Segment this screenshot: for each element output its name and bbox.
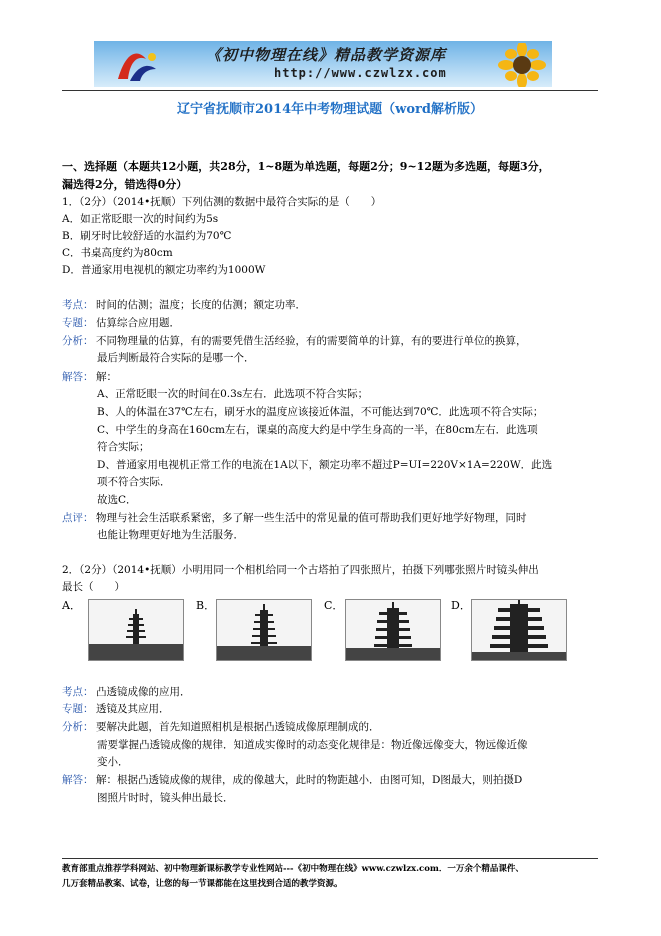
q1-zhuanti-text: 估算综合应用题． (96, 317, 180, 329)
q2-zhuanti (62, 701, 170, 717)
section-heading-line-1: 一、选择题（本题共12小题，共28分，1~8题为单选题，每题2分；9~12题为多选题，每题3分， (62, 160, 550, 173)
site-logo (112, 45, 162, 85)
banner-title: 《初中物理在线》精品教学资源库 (206, 46, 447, 64)
header-divider (62, 90, 598, 91)
q1-fenxi (62, 333, 527, 349)
q1-option-c: C．书桌高度约为80cm (62, 247, 173, 259)
q2-jieda-label: 解答： (62, 774, 94, 786)
q1-option-a: A．如正常眨眼一次的时间约为5s (62, 213, 219, 225)
q2-fenxi-line-3: 变小． (97, 756, 129, 768)
q2-zhuanti-text: 透镜及其应用． (96, 703, 170, 715)
q2-stem-line-2: 最长（ ） (62, 581, 125, 593)
q1-stem: 1．（2分）（2014•抚顺）下列估测的数据中最符合实际的是（ ） (62, 196, 382, 208)
footer-divider (62, 858, 598, 859)
q1-fenxi-line-1: 不同物理量的估算，有的需要凭借生活经验，有的需要简单的计算，有的要进行单位的换算， (96, 335, 527, 347)
q2-option-a-pagoda-photo (88, 599, 184, 661)
q1-kaodian (62, 297, 306, 313)
q1-zhuanti-label: 专题： (62, 317, 94, 329)
q1-jieda-a: A、正常眨眼一次的时间在0.3s左右．此选项不符合实际； (97, 388, 369, 400)
q2-zhuanti-label: 专题： (62, 703, 94, 715)
q2-option-c-label: C． (324, 599, 344, 612)
q1-zhuanti (62, 315, 180, 331)
q2-fenxi-line-1: 要解决此题，首先知道照相机是根据凸透镜成像原理制成的． (96, 721, 380, 733)
q2-kaodian-label: 考点： (62, 686, 94, 698)
q2-option-b-pagoda-photo (216, 599, 312, 661)
header-banner (94, 41, 552, 87)
q1-dianping-line-2: 也能让物理更好地为生活服务． (97, 529, 244, 541)
q2-option-d-pagoda-photo (471, 599, 567, 661)
q1-dianping-label: 点评： (62, 512, 94, 524)
q1-dianping (62, 510, 527, 526)
q2-jieda-line-2: 图照片时时，镜头伸出最长． (97, 792, 234, 804)
q1-jieda-d-cont: 项不符合实际． (97, 476, 171, 488)
q1-fenxi-label: 分析： (62, 335, 94, 347)
q2-jieda (62, 772, 522, 788)
q2-option-a-label: A． (62, 599, 81, 612)
sunflower-image (492, 43, 548, 87)
q1-jieda-intro: 解： (96, 371, 117, 383)
footer-line-1: 教育部重点推荐学科网站、初中物理新课标教学专业性网站---《初中物理在线》www.czwlzx.com．一万余个精品课件、 (62, 864, 524, 874)
footer-line-2: 几万套精品教案、试卷，让您的每一节课都能在这里找到合适的教学资源。 (62, 879, 343, 889)
q2-kaodian-text: 凸透镜成像的应用． (96, 686, 191, 698)
q2-fenxi-line-2: 需要掌握凸透镜成像的规律．知道成实像时的动态变化规律是：物近像远像变大，物远像近像 (97, 739, 528, 751)
q1-jieda-b: B、人的体温在37℃左右，刷牙水的温度应该接近体温，不可能达到70℃．此选项不符合实际； (97, 406, 544, 418)
q1-kaodian-text: 时间的估测；温度；长度的估测；额定功率． (96, 299, 306, 311)
q2-fenxi (62, 719, 380, 735)
q1-dianping-line-1: 物理与社会生活联系紧密，多了解一些生活中的常见量的值可帮助我们更好地学好物理，同时 (96, 512, 527, 524)
q1-answer: 故选C． (97, 494, 137, 506)
q2-fenxi-label: 分析： (62, 721, 94, 733)
q1-kaodian-label: 考点： (62, 299, 94, 311)
banner-url[interactable]: http://www.czwlzx.com (274, 66, 447, 80)
q1-fenxi-line-2: 最后判断最符合实际的是哪一个． (97, 352, 255, 364)
document-title: 辽宁省抚顺市2014年中考物理试题（word解析版） (177, 102, 483, 117)
q2-option-d-label: D． (451, 599, 471, 612)
q2-option-c-pagoda-photo (345, 599, 441, 661)
q2-kaodian (62, 684, 191, 700)
q2-option-b-label: B． (196, 599, 216, 612)
q2-jieda-line-1: 解：根据凸透镜成像的规律，成的像越大，此时的物距越小．由图可知，D图最大，则拍摄D (96, 774, 523, 786)
q1-option-d: D．普通家用电视机的额定功率约为1000W (62, 264, 266, 276)
section-heading (62, 158, 582, 194)
q1-jieda-label: 解答： (62, 371, 94, 383)
q2-stem-line-1: 2．（2分）（2014•抚顺）小明用同一个相机给同一个古塔拍了四张照片，拍摄下列哪张照片时镜头伸出 (62, 564, 539, 576)
q1-jieda-c-cont: 符合实际； (97, 441, 150, 453)
q1-jieda (62, 369, 117, 385)
q1-jieda-d: D、普通家用电视机正常工作的电流在1A以下，额定功率不超过P=UI=220V×1A=220W．此选 (97, 459, 553, 471)
section-heading-line-2: 漏选得2分，错选得0分） (62, 178, 188, 191)
q1-jieda-c: C、中学生的身高在160cm左右，课桌的高度大约是中学生身高的一半，在80cm左右．此选项 (97, 424, 538, 436)
q1-option-b: B．刷牙时比较舒适的水温约为70℃ (62, 230, 232, 242)
